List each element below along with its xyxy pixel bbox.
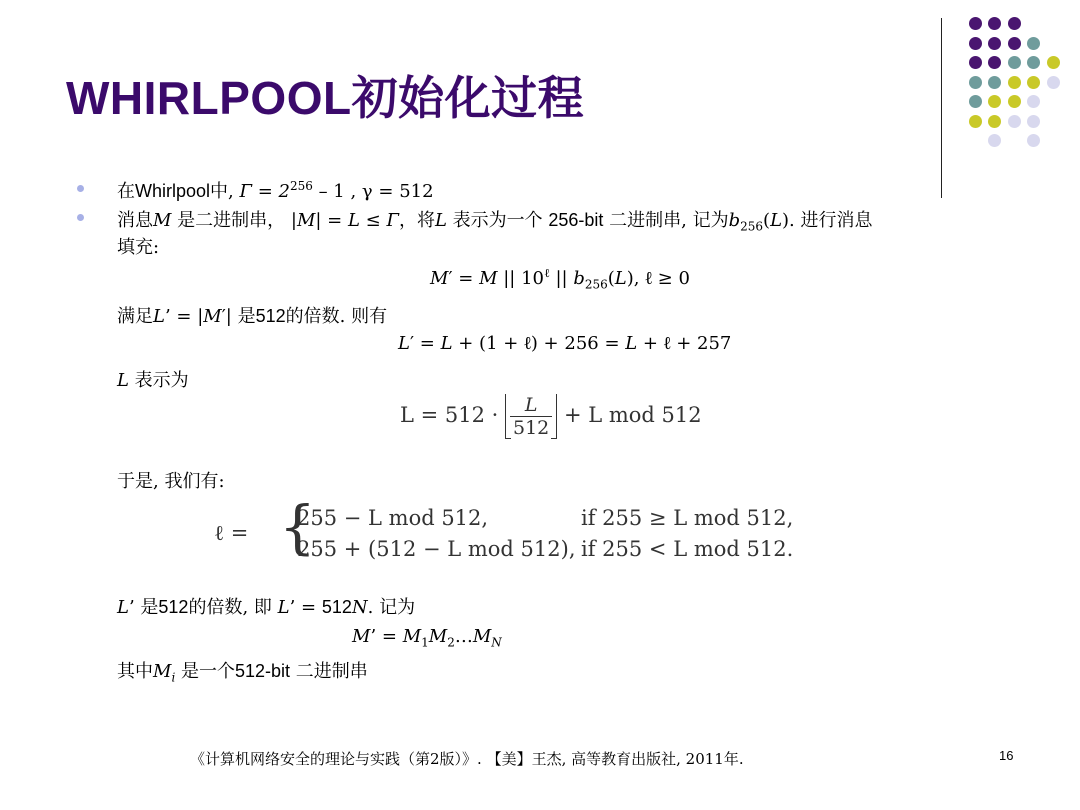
text-L-represented: L 表示为: [117, 370, 189, 391]
decorative-dot: [969, 95, 982, 108]
decorative-dot: [1027, 56, 1040, 69]
bullet-marker: [77, 185, 84, 192]
decorative-dot: [969, 37, 982, 50]
text-multiple: L’ 是512的倍数, 即 L’ = 512N. 记为: [117, 597, 416, 618]
bullet-2-text: 消息M 是二进制串， |M| = L ≤ Γ，将L 表示为一个 256-bit 二进制串, 记为$b_{256}(L)$. 进行消息: [117, 210, 873, 234]
slide-title: WHIRLPOOL初始化过程: [66, 72, 585, 124]
case-1-condition: if 255 ≥ L mod 512,: [581, 506, 794, 530]
equation-length: L′ = L + (1 + ℓ) + 256 = L + ℓ + 257: [398, 333, 732, 354]
case-2-expression: 255 + (512 − L mod 512),: [297, 537, 576, 561]
decorative-dot: [1027, 76, 1040, 89]
bullet-2-line2: 填充:: [117, 237, 160, 258]
decorative-dot: [1008, 56, 1021, 69]
divider-line: [941, 18, 942, 198]
equation-padding: M′ = M || $10^\ell$ || $b_{256}(L)$, ℓ ≥ 0: [430, 266, 690, 292]
decorative-dot: [969, 17, 982, 30]
decorative-dot: [1008, 76, 1021, 89]
equation-ell-lhs: ℓ =: [214, 521, 249, 545]
bullet-1-text: 在Whirlpool中, $\Gamma = 2^{256} - 1$ , γ = 512: [117, 179, 434, 202]
decorative-dot: [969, 76, 982, 89]
page-number: 16: [999, 748, 1014, 763]
equation-blocks: M’ = $M_1M_2\dots M_N$: [352, 626, 502, 650]
case-2-condition: if 255 < L mod 512.: [581, 537, 794, 561]
decorative-dot: [1027, 37, 1040, 50]
equation-L-decomposition: L = 512 · $\frac{L}{512}$ + L mod 512: [400, 394, 702, 439]
decorative-dot: [988, 115, 1001, 128]
decorative-dot: [1008, 17, 1021, 30]
decorative-dot: [1008, 37, 1021, 50]
text-so-we-have: 于是, 我们有:: [117, 471, 225, 492]
decorative-dot: [1027, 95, 1040, 108]
curly-brace: {: [279, 493, 316, 561]
decorative-dot: [988, 76, 1001, 89]
decorative-dot: [969, 56, 982, 69]
decorative-dot: [1027, 115, 1040, 128]
decorative-dot: [1047, 56, 1060, 69]
floor-bracket: $\frac{L}{512}$: [505, 394, 557, 439]
bullet-marker: [77, 214, 84, 221]
decorative-dot: [988, 17, 1001, 30]
decorative-dot: [1027, 134, 1040, 147]
decorative-dot: [969, 115, 982, 128]
decorative-dot: [1047, 76, 1060, 89]
decorative-dot: [988, 134, 1001, 147]
text-where-mi: 其中$M_i$ 是一个512-bit 二进制串: [117, 661, 368, 685]
decorative-dot: [1008, 95, 1021, 108]
decorative-dot: [988, 95, 1001, 108]
text-satisfy: 满足L’ = |M′| 是512的倍数. 则有: [117, 306, 388, 327]
decorative-dot: [988, 37, 1001, 50]
footer-citation: 《计算机网络安全的理论与实践（第2版）》. 【美】王杰, 高等教育出版社, 2011年.: [190, 750, 744, 768]
decorative-dot: [1008, 115, 1021, 128]
case-1-expression: 255 − L mod 512,: [297, 506, 489, 530]
decorative-dot: [988, 56, 1001, 69]
